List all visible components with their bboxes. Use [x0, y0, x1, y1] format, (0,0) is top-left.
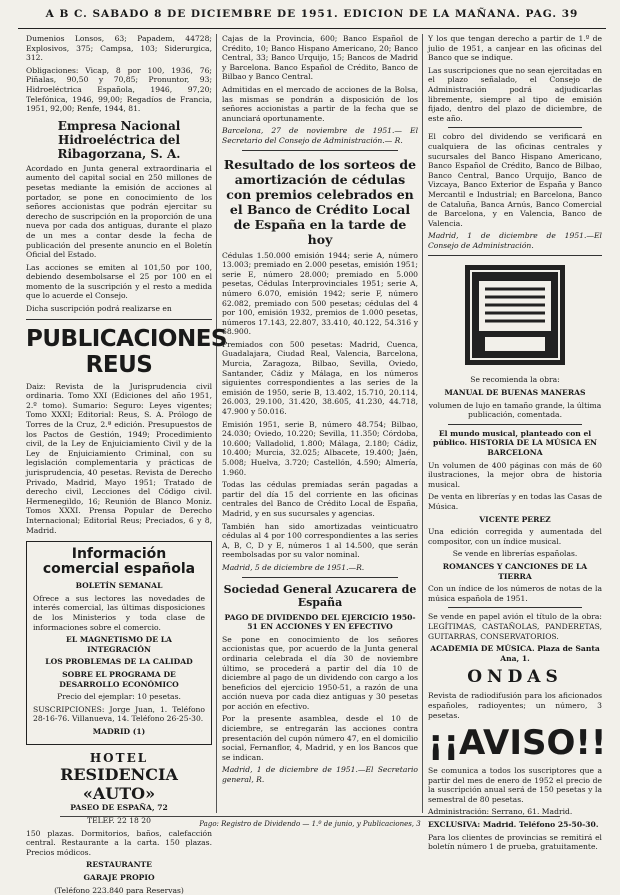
azucarera-body-1: Se pone en conocimiento de los señores accionistas que, por acuerdo de la Junta general ordinaria celebrada el día 30 de noviembre último, se procederá a partir del día 10 de diciembre al pago de un dividendo con cargo a los beneficios del ejercicio 1950-51, a razón de una acción nueva por cada diez antiguas y 30 pesetas por acción en efectivo.: [222, 634, 418, 711]
market-quotes: Dumenios Lonsos, 63; Papadem, 44728; Explosivos, 375; Campsa, 103; Siderurgica, 312.: [26, 34, 212, 63]
column-rule-2: [422, 34, 423, 813]
music-line-4: Una edición corregida y aumentada del compositor, con un índice musical.: [428, 527, 602, 546]
hotel-reservations: (Teléfono 223.840 para Reservas): [54, 885, 184, 895]
sorteos-body-3: Emisión 1951, serie B, número 48.754; Bilbao, 24.030; Oviedo, 10.220; Sevilla, 11.350; Córdoba, 10.600; Valladolid, 1.800; Málaga, 2.180; Cádiz, 10.400; Murcia, 32.025; Albacete, 19.400; Jaén, 5.008; Huelva, 3.720; Castellón, 4.590; Almería, 1.960.: [222, 419, 418, 477]
box-line-6: SUSCRIPCIONES: Jorge Juan, 1. Teléfono 28-16-76. Villanueva, 14. Teléfono 26-25-30.: [33, 704, 205, 724]
informacion-comercial-box: [26, 541, 212, 745]
footer-text: Pago: Registro de Dividendo — 1.º de junio, y Publicaciones, 3: [199, 820, 421, 828]
hotel-label: HOTEL: [89, 751, 149, 766]
column-2: [222, 34, 418, 813]
book-illustration: [428, 261, 602, 371]
sorteos-date: Madrid, 5 de diciembre de 1951.—R.: [222, 562, 365, 572]
box-line-3: LOS PROBLEMAS DE LA CALIDAD: [45, 657, 193, 667]
divider: [448, 127, 582, 128]
hotel-name: RESIDENCIA «AUTO»: [60, 765, 178, 804]
music-author: VICENTE PEREZ: [479, 514, 551, 524]
ribagorzana-body-1: Acordado en Junta general extraordinaria el aumento del capital social en 250 millones de pesetas mediante la emisión de acciones al portador, se pone en conocimiento de los señores accionistas que podrán ejercitar su derecho de suscripción en la proporción de una nueva por cada dos antiguas, durante el plazo de un mes a contar desde la fecha de publicación del presente anuncio en el Boletín Oficial del Estado.: [26, 163, 212, 260]
hotel-garage: GARAJE PROPIO: [83, 873, 155, 883]
aviso-text-4: Para los clientes de provincias se remitirá el boletín número 1 de prueba, gratuitamente.: [428, 832, 602, 852]
hotel-restaurant: RESTAURANTE: [86, 860, 152, 870]
sorteos-body-2: Premiados con 500 pesetas: Madrid, Cuenca, Guadalajara, Ciudad Real, Valencia, Barcelona, Murcia, Zaragoza, Bilbao, Sevilla, Oviedo, Santander, Cádiz y Málaga, en los números siguientes correspondientes a las series de la emisión de 1950, serie B, 13.402, 15.710, 20.114, 26.003, 29.100, 31.420, 38.605, 41.230, 44.718, 47.900 y 50.016.: [222, 339, 418, 417]
azucarera-body-3: Madrid, 1 de diciembre de 1951.—El Secretario general, R.: [222, 765, 418, 785]
book-caption: Se recomienda la obra:: [470, 375, 560, 385]
music2-line-1: Se vende en librerías españolas.: [452, 549, 578, 559]
book-desc: volumen de lujo en tamaño grande, la última publicación, comentada.: [428, 400, 602, 420]
ondas-text: Revista de radiodifusión para los aficionados españoles, radioyentes; un número, 3 pesetas.: [428, 691, 602, 720]
music-heading: El mundo musical, planteado con el público. HISTORIA DE LA MÚSICA EN BARCELONA: [433, 428, 597, 458]
sorteos-heading: Resultado de los sorteos de amortización de cédulas con premios celebrados en el Banco de Crédito Local de España en la tarde de hoy: [223, 156, 417, 247]
book-cover-image: [455, 261, 575, 371]
ondas-title: ONDAS: [467, 667, 563, 688]
box-line-7: MADRID (1): [92, 726, 146, 736]
column-rule-1: [216, 34, 217, 813]
aviso-text-1: Se comunica a todos los suscriptores que a partir del mes de enero de 1952 el precio de la suscripción anual será de 150 pesetas y la semestral de 80 pesetas.: [428, 766, 602, 804]
box-title: Información comercial española: [42, 546, 196, 578]
divider: [448, 607, 582, 608]
book-title: MANUAL DE BUENAS MANERAS: [444, 388, 586, 398]
dividendo-body: El cobro del dividendo se verificará en cualquiera de las oficinas centrales y sucursales del Banco Hispano Americano, Banco Español de Crédito, Banco de Bilbao, Banco Central, Banco Urquijo, Banco de Vizcaya, Banco Exterior de España y Banco Mercantil e Industrial; en Barcelona, Banco de Cataluña, Banca Arnús, Banco Comercial de Barcelona, y en Valencia, Banco de Valencia.: [428, 132, 602, 228]
amortizadas-notice: También han sido amortizadas veinticuatro cédulas al 4 por 100 correspondientes a las series A, B, C, D y E, números 1 al 14.500, que serán reembolsadas por su valor nominal.: [222, 521, 418, 560]
ribagorzana-body-2: Las acciones se emiten al 101,50 por 100, debiendo desembolsarse el 25 por 100 en el momento de la suscripción y el resto a medida que lo acuerde el Consejo.: [26, 262, 212, 301]
divider: [242, 577, 398, 578]
aviso-text-2: Administración: Serrano, 61. Madrid.: [428, 807, 573, 817]
divider: [428, 255, 602, 256]
music-line-2: De venta en librerías y en todas las Casas de Música.: [428, 492, 602, 511]
box-line-2: EL MAGNETISMO DE LA INTEGRACIÓN: [66, 635, 172, 654]
ribagorzana-heading: Empresa Nacional Hidroeléctrica del Ribagorzana, S. A.: [57, 118, 181, 161]
hotel-address: PASEO DE ESPAÑA, 72: [70, 803, 168, 813]
ribagorzana-body-3: Dicha suscripción podrá realizarse en: [26, 304, 172, 314]
box-line-5: Precio del ejemplar: 10 pesetas.: [57, 692, 181, 702]
bond-quotes: Obligaciones: Vicap, 8 por 100, 1936, 76; Piñalas, 90,50 y 70,85; Pronuntor, 93; Hidroeléctrica Española, 1946, 97,20; Telefónica, 1946, 99,00; Regadíos de Francia, 1951, 92,00; Renfe, 1944, 81.: [26, 65, 212, 114]
column-1: [26, 34, 227, 895]
divider: [242, 150, 398, 151]
music-line-1: Un volumen de 400 páginas con más de 60 ilustraciones, la mejor obra de historia musical.: [428, 460, 602, 489]
sorteos-body-1: Cédulas 1.50.000 emisión 1944; serie A, número 13.003; premiado en 2.000 pesetas, emisión 1951; serie E, número 28.000; premiado en 5.000 pesetas, Cédulas Interprovinciales 1951; serie A, número 6.070, emisión 1942; serie F, número 62.082, premiado con 500 pesetas; cédulas del 4 por 100, emisión 1932, premios de 1.000 pesetas, números 17.143, 22.807, 33.410, 40.122, 54.316 y 68.900.: [222, 250, 418, 337]
azucarera-body-2: Por la presente asamblea, desde el 10 de diciembre, se entregarán las acciones contra presentación del cupón número 47, en el domicilio social, Fernanflor, 4, Madrid, y en los Bancos que se indican.: [222, 714, 418, 762]
aviso-banner: ¡¡AVISO!!: [428, 723, 607, 764]
column-3: [428, 34, 607, 852]
azucarera-subhead: PAGO DE DIVIDENDO DEL EJERCICIO 1950-51 EN ACCIONES Y EN EFECTIVO: [224, 612, 416, 632]
advert-1: Se vende en papel avión el título de la obra: LEGÍTIMAS, CASTAÑOLAS, PANDERETAS, GUITARRAS, CONSERVATORIOS.: [428, 612, 602, 641]
music2-line-2: ROMANCES Y CANCIONES DE LA TIERRA: [442, 561, 588, 581]
music2-line-3: Con un índice de los números de notas de la música española de 1951.: [428, 584, 602, 603]
dividendo-signoff: Madrid, 1 de diciembre de 1951.—El Consejo de Administración.: [428, 231, 602, 250]
col3-top-1: Y los que tengan derecho a partir de 1.º de julio de 1951, a canjear en las oficinas del Banco que se indique.: [428, 34, 602, 63]
page-footer: [60, 816, 560, 831]
reus-text: Daiz: Revista de la Jurisprudencia civil ordinaria. Tomo XXI (Ediciones del año 1951, 2.º tomo). Sumario: Seguro: Leyes vigentes; Tomo XXXI; Editorial: Reus, S. A. Prólogo de Torres de la Cruz, 2.ª edición. Presupuestos de los Pactos de Gestión, 1949; Procedimiento civil, de la Ley de Enjuiciamiento Civil y de la Ley de Enjuiciamiento Criminal, con su legislación complementaria y prácticas de jurisprudencia, 40 pesetas. Revista de Derecho Privado, Madrid, Mayo 1951; Tratado de derecho civil, Lecciones del Código civil. Hermenegildo, 16; Reunión de Blanco Moniz. Tomos XXXI. Prensa Popular de Derecho Internacional; Editorial Reus; Preciados, 6 y 8, Madrid.: [26, 381, 212, 535]
box-subtitle: BOLETÍN SEMANAL: [75, 581, 163, 591]
hotel-desc: 150 plazas. Dormitorios, baños, calefacción central. Restaurante a la carta. 150 plazas. Precios módicos.: [26, 828, 212, 857]
sorteos-body-4: Todas las cédulas premiadas serán pagadas a partir del día 15 del corriente en las oficinas centrales del Banco de Crédito Local de España, Madrid, y en sus sucursales y agencias.: [222, 480, 418, 518]
box-line-1: Ofrece a sus lectores las novedades de interés comercial, las últimas disposiciones de los Ministerios y toda clase de informaciones sobre el comercio.: [33, 593, 205, 632]
box-line-4: SOBRE EL PROGRAMA DE DESARROLLO ECONÓMICO: [59, 669, 179, 689]
advert-2: ACADEMIA DE MÚSICA. Plaza de Santa Ana, 1.: [430, 644, 600, 663]
publicaciones-reus-banner: PUBLICACIONES REUS: [26, 325, 227, 378]
col2-top-1: Cajas de la Provincia, 600; Banco Español de Crédito, 10; Banco Hispano Americano, 20; Banco Central, 33; Banco Urquijo, 15; Bancos de Madrid y Barcelona. Banco Español de Crédito, Banco de Bilbao y Banco Central.: [222, 34, 418, 82]
header-text: A B C. SABADO 8 DE DICIEMBRE DE 1951. EDICION DE LA MAÑANA. PAG. 39: [45, 8, 579, 20]
divider: [26, 319, 212, 320]
col2-top-2: Admitidas en el mercado de acciones de la Bolsa, las mismas se pondrán a disposición de los señores accionistas a partir de la fecha que se anunciará oportunamente.: [222, 84, 418, 123]
divider: [448, 424, 582, 425]
azucarera-heading: Sociedad General Azucarera de España: [223, 582, 417, 609]
col3-top-2: Las suscripciones que no sean ejercitadas en el plazo señalado, el Consejo de Administración podrá adjudicarlas libremente, siempre al tipo de emisión fijado, dentro del plazo de diciembre, de este año.: [428, 65, 602, 123]
aviso-text-3: EXCLUSIVA: Madrid. Teléfono 25-50-30.: [428, 820, 599, 830]
page-header: [18, 8, 606, 29]
hotel-phone: TELÉF. 22 18 20: [87, 816, 151, 826]
col2-signoff: Barcelona, 27 de noviembre de 1951.— El Secretario del Consejo de Administración.— R.: [222, 126, 418, 145]
